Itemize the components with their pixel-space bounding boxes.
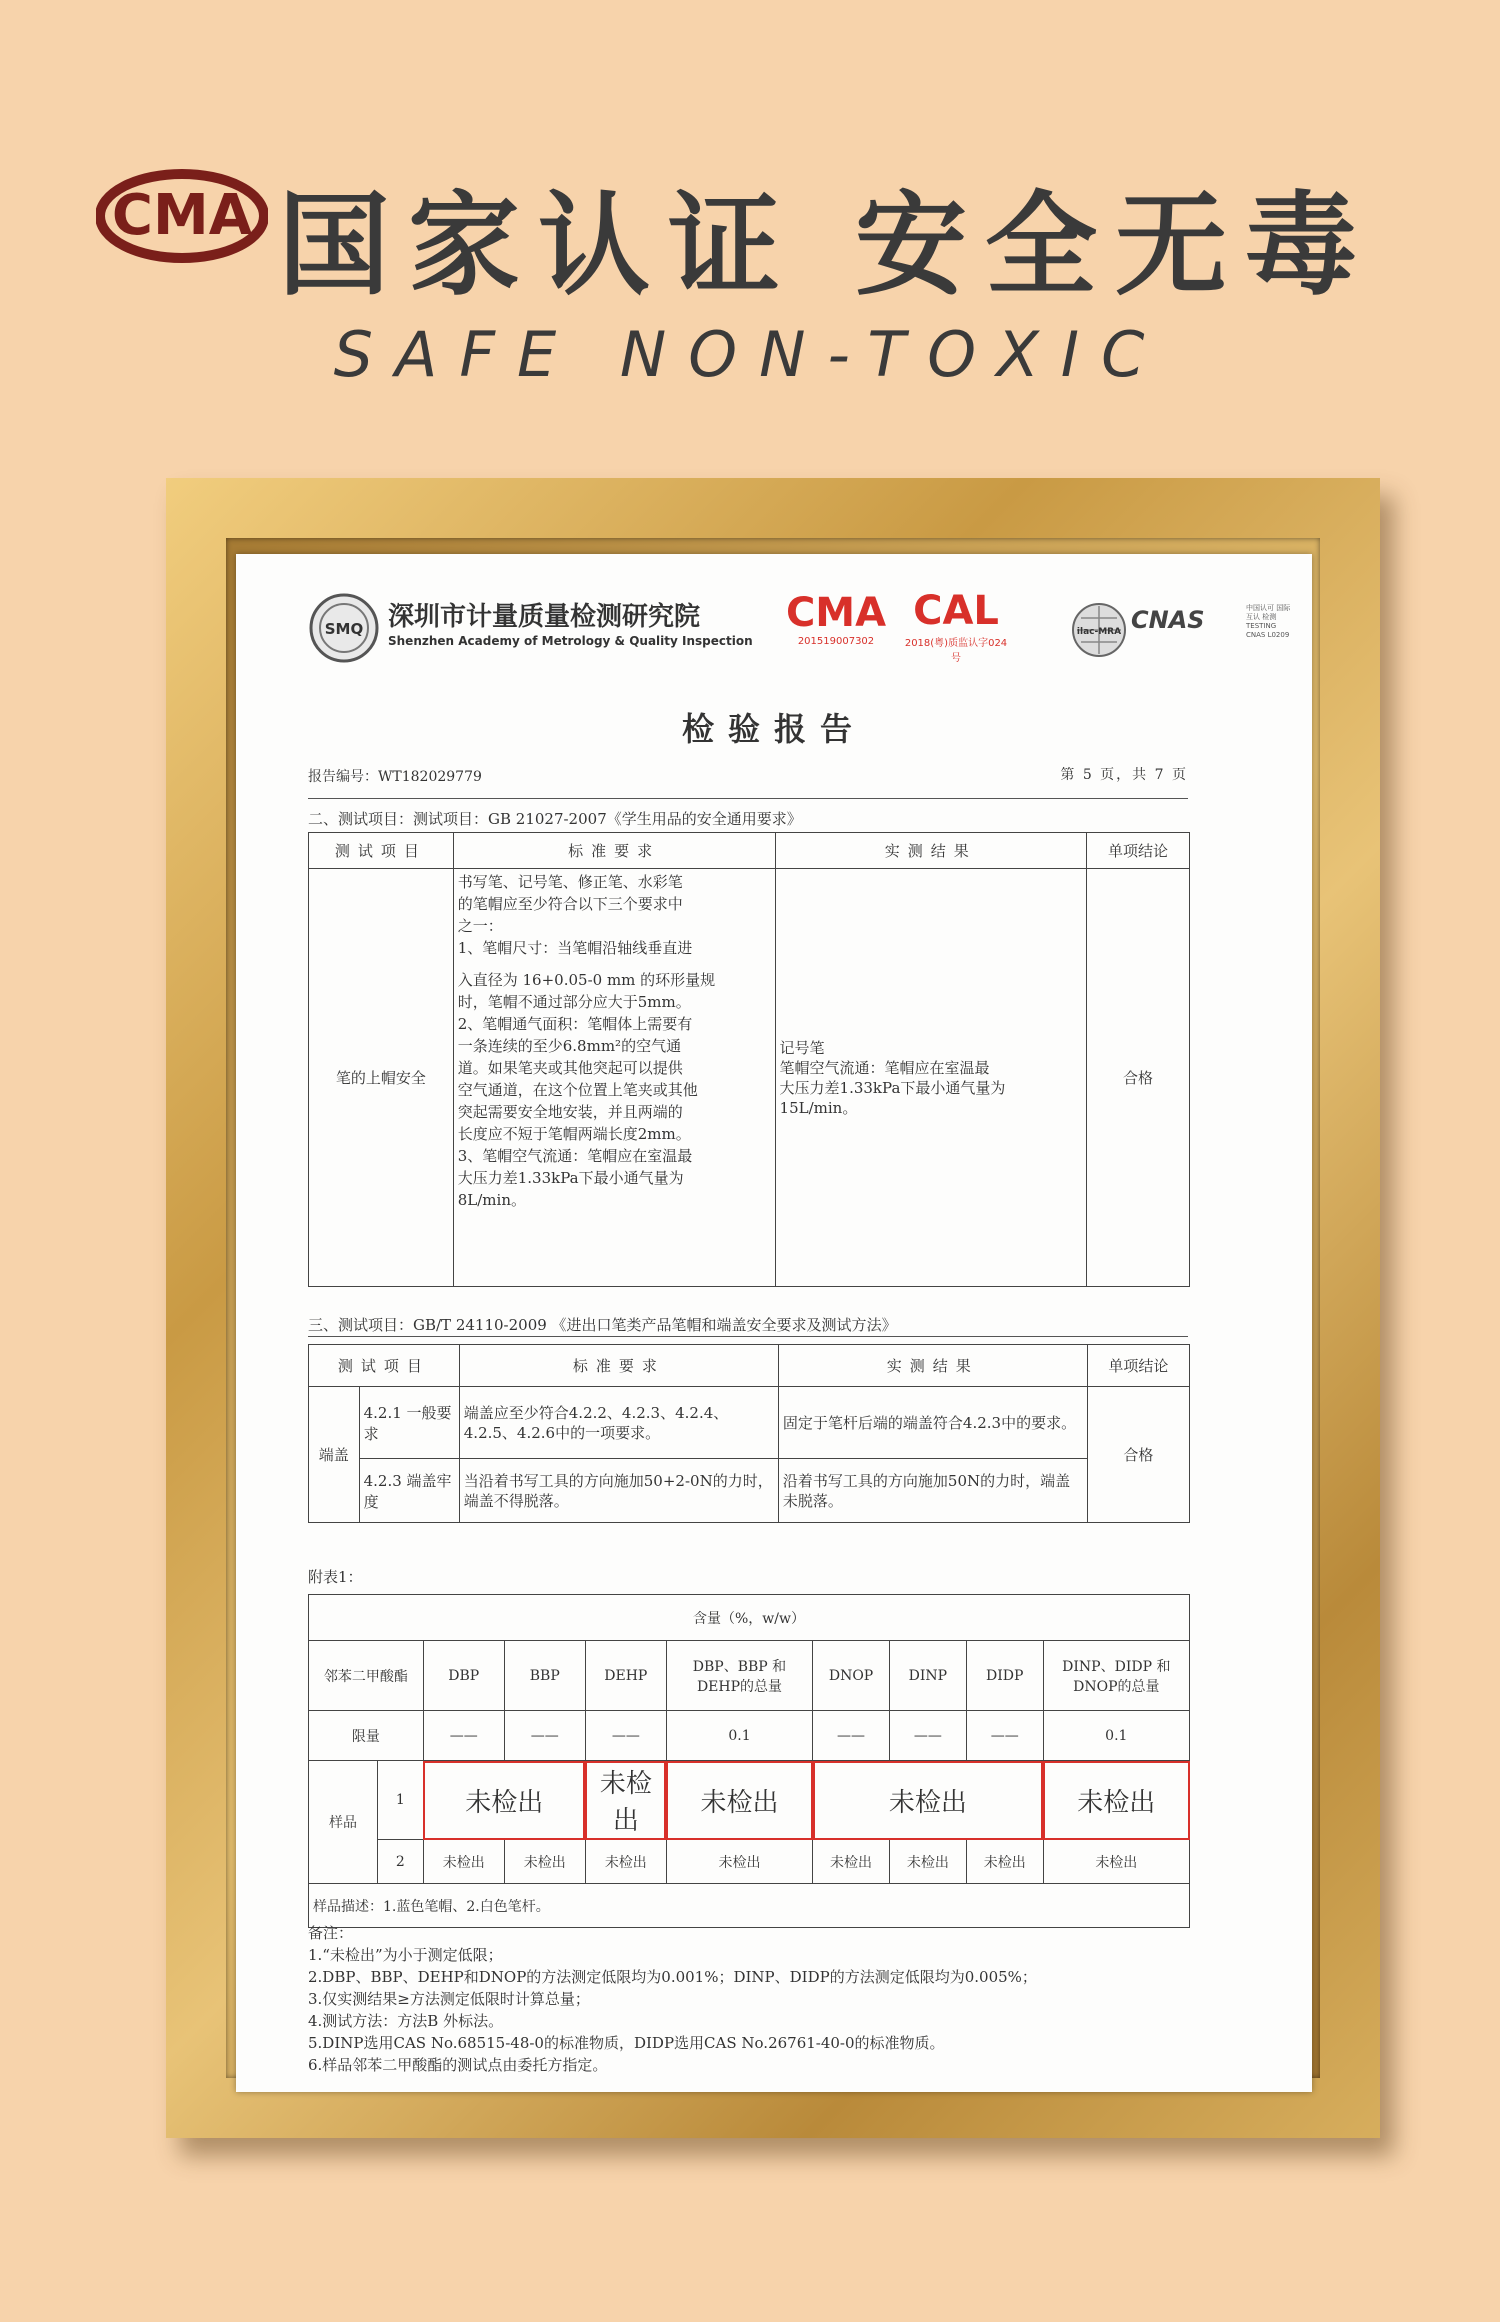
column-header: DINP、DIDP 和 DNOP的总量 [1043,1641,1189,1711]
limit-value: —— [889,1711,966,1761]
notes [308,1922,1037,2076]
sample-description: 样品描述：1.蓝色笔帽、2.白色笔杆。 [309,1884,1190,1928]
sample-number: 2 [378,1840,424,1884]
smq-logo-icon [308,592,380,664]
report-document [236,554,1312,2092]
cma-stamp-code: 201519007302 [797,636,875,647]
column-header: DINP [889,1641,966,1711]
sample-label: 样品 [309,1761,378,1884]
note-line: 1.“未检出”为小于测定低限； [308,1946,503,1964]
column-header: DBP、BBP 和 DEHP的总量 [666,1641,812,1711]
test-table-endcap [308,1344,1190,1523]
column-header: DBP [423,1641,504,1711]
limit-value: —— [813,1711,890,1761]
cma-logo-icon [96,168,268,264]
report-title: 检验报告 [681,710,866,748]
test-table-cap [308,832,1190,1287]
table-header: 测试项目 [309,833,454,869]
standard-requirement: 端盖应至少符合4.2.2、4.2.3、4.2.4、4.2.5、4.2.6中的一项要求。 [459,1387,778,1459]
sample-number: 1 [378,1761,424,1840]
page-info: 第 5 页，共 7 页 [1060,767,1188,783]
cal-stamp [901,588,1011,664]
note-line: 5.DINP选用CAS No.68515-48-0的标准物质，DIDP选用CAS No.26761-40-0的标准物质。 [308,2034,945,2052]
gold-frame [166,478,1380,2138]
section2-heading: 二、测试项目：测试项目：GB 21027-2007《学生用品的安全通用要求》 [308,810,802,828]
svg-text:SMQ: SMQ [324,620,364,638]
cnas-logo: CNAS [1131,606,1205,634]
sample2-result: 未检出 [1043,1840,1189,1884]
column-header: DNOP [813,1641,890,1711]
cal-stamp-mark: CAL [913,588,999,634]
institute-name-cn: 深圳市计量质量检测研究院 [388,602,701,632]
limit-value: —— [423,1711,504,1761]
standard-requirement: 书写笔、记号笔、修正笔、水彩笔 的笔帽应至少符合以下三个要求中 之一： 1、笔帽尺寸：当笔帽沿轴线垂直进 入直径为 16+0.05-0 mm 的环形量规 时，笔帽不通过部分应大于5mm。 2、笔帽通气面积：笔帽体上需要有 一条连续的至少6.8mm²的空气通 道。如果笔夹或其他突起可以提供 空气通道，在这个位置上笔夹或其他 突起需要安全地安装，并且两端的 长度应不短于笔帽两端长度2mm。 3、笔帽空气流通：笔帽应在室温最 大压力差1.33kPa下最小通气量为 8L/min。 [453,869,775,1287]
clause: 4.2.3 端盖牢度 [359,1459,459,1523]
table-header: 实测结果 [775,833,1086,869]
table-header: 单项结论 [1087,1345,1189,1387]
table-header: 单项结论 [1086,833,1189,869]
appendix-label: 附表1： [308,1568,363,1586]
page-header [0,150,1500,311]
sample1-result: 未检出 [423,1761,585,1840]
table-header: 标准要求 [459,1345,778,1387]
sample2-result: 未检出 [666,1840,812,1884]
ilac-logo-icon [1071,602,1127,658]
table-header: 测试项目 [309,1345,460,1387]
sample2-result: 未检出 [966,1840,1043,1884]
sample2-result: 未检出 [585,1840,666,1884]
sample2-result: 未检出 [889,1840,966,1884]
column-header: DIDP [966,1641,1043,1711]
content-header: 含量（%，w/w） [309,1595,1190,1641]
limit-value: 0.1 [666,1711,812,1761]
note-line: 3.仅实测结果≥方法测定低限时计算总量； [308,1990,590,2008]
table-header: 标准要求 [453,833,775,869]
report-number: 报告编号：WT182029779 [308,769,482,785]
standard-requirement: 当沿着书写工具的方向施加50+2-0N的力时，端盖不得脱落。 [459,1459,778,1523]
cnas-caption: 中国认可 国际互认 检测 TESTING CNAS L0209 [1246,604,1291,639]
test-result: 记号笔 笔帽空气流通：笔帽应在室温最 大压力差1.33kPa下最小通气量为 15L/min。 [775,869,1086,1287]
limit-label: 限量 [309,1711,424,1761]
divider [308,798,1188,799]
phthalate-table [308,1594,1190,1928]
note-line: 4.测试方法：方法B 外标法。 [308,2012,504,2030]
column-header: BBP [504,1641,585,1711]
sample2-result: 未检出 [423,1840,504,1884]
sample2-result: 未检出 [813,1840,890,1884]
limit-value: —— [504,1711,585,1761]
page-subtitle: SAFE NON-TOXIC [333,318,1167,391]
cal-stamp-code: 2018(粤)质监认字024号 [904,638,1008,664]
section3-heading: 三、测试项目：GB/T 24110-2009 《进出口笔类产品笔帽和端盖安全要求及测试方法》 [308,1316,897,1334]
limit-value: 0.1 [1043,1711,1189,1761]
note-line: 2.DBP、BBP、DEHP和DNOP的方法测定低限均为0.001%；DINP、DIDP的方法测定低限均为0.005%； [308,1968,1037,1986]
note-line: 备注： [308,1924,354,1942]
conclusion: 合格 [1087,1387,1189,1523]
column-header: DEHP [585,1641,666,1711]
sample1-result: 未检出 [813,1761,1043,1840]
sample1-result: 未检出 [666,1761,812,1840]
cma-stamp [781,590,891,647]
sample1-result: 未检出 [585,1761,666,1840]
sample2-result: 未检出 [504,1840,585,1884]
sample1-result: 未检出 [1043,1761,1189,1840]
test-result: 沿着书写工具的方向施加50N的力时，端盖未脱落。 [778,1459,1087,1523]
clause: 4.2.1 一般要求 [359,1387,459,1459]
test-result: 固定于笔杆后端的端盖符合4.2.3中的要求。 [778,1387,1087,1459]
limit-value: —— [585,1711,666,1761]
note-line: 6.样品邻苯二甲酸酯的测试点由委托方指定。 [308,2056,608,2074]
institute-name-en: Shenzhen Academy of Metrology & Quality Inspection [388,634,753,648]
divider [308,1336,1188,1337]
conclusion: 合格 [1086,869,1189,1287]
limit-value: —— [966,1711,1043,1761]
svg-text:CMA: CMA [111,183,253,248]
svg-text:ilac-MRA: ilac-MRA [1076,627,1122,637]
test-item: 笔的上帽安全 [309,869,454,1287]
test-group: 端盖 [309,1387,360,1523]
table-header: 实测结果 [778,1345,1087,1387]
page-title: 国家认证 安全无毒 [278,181,1375,311]
row-label: 邻苯二甲酸酯 [309,1641,424,1711]
cma-stamp-mark: CMA [785,590,887,636]
